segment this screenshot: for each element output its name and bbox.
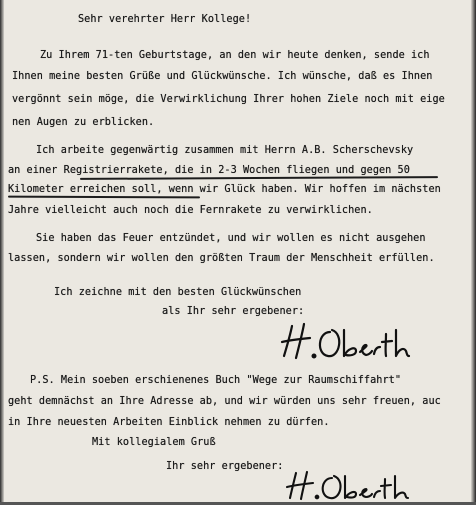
ps-closing-line-1: Mit kollegialem Gruß [92,437,216,448]
paragraph-1-line-4: nen Augen zu erblicken. [12,117,155,128]
postscript-line-1: P.S. Mein soeben erschienenes Buch "Wege zur Raumschiffahrt" [30,375,402,386]
closing-line-1: Ich zeichne mit den besten Glückwünschen [54,287,302,298]
salutation: Sehr verehrter Herr Kollege! [78,14,252,25]
paragraph-1-line-2: Ihnen meine besten Grüße und Glückwünsche. Ich wünsche, daß es Ihnen [12,71,433,82]
handwritten-signature [278,318,414,364]
paragraph-2-line-4: Jahre vielleicht auch noch die Fernrakete zu verwirklichen. [8,205,373,216]
scan-edge-left [0,0,4,505]
paragraph-3-line-1: Sie haben das Feuer entzündet, und wir wollen es nicht ausgehen [36,233,426,244]
postscript-line-2: geht demnächst an Ihre Adresse ab, und wir würden uns sehr freuen, auc [8,396,441,407]
handwritten-underline-2 [8,196,200,198]
paragraph-3-line-2: lassen, sondern wir wollen den größten Traum der Menschheit erfüllen. [8,253,435,264]
paragraph-1-line-3: vergönnt sein möge, die Verwirklichung Ihrer hohen Ziele noch mit eige [12,94,445,105]
closing-line-2: als Ihr sehr ergebener: [162,306,305,317]
paragraph-2-line-2: an einer Registrierrakete, die in 2-3 Wochen fliegen und gegen 50 [8,165,410,176]
scan-edge-right [471,0,476,505]
handwritten-signature-ps [282,468,412,502]
paragraph-1-line-1: Zu Ihrem 71-ten Geburtstage, an den wir heute denken, sende ich [40,50,430,61]
paragraph-2-line-3: Kilometer erreichen soll, wenn wir Glück haben. Wir hoffen im nächsten [8,184,441,195]
postscript-line-3: in Ihre neuesten Arbeiten Einblick nehmen zu dürfen. [8,417,330,428]
ps-closing-line-2: Ihr sehr ergebener: [166,461,284,472]
paragraph-2-line-1: Ich arbeite gegenwärtig zusammen mit Herrn A.B. Scherschevsky [36,145,414,156]
